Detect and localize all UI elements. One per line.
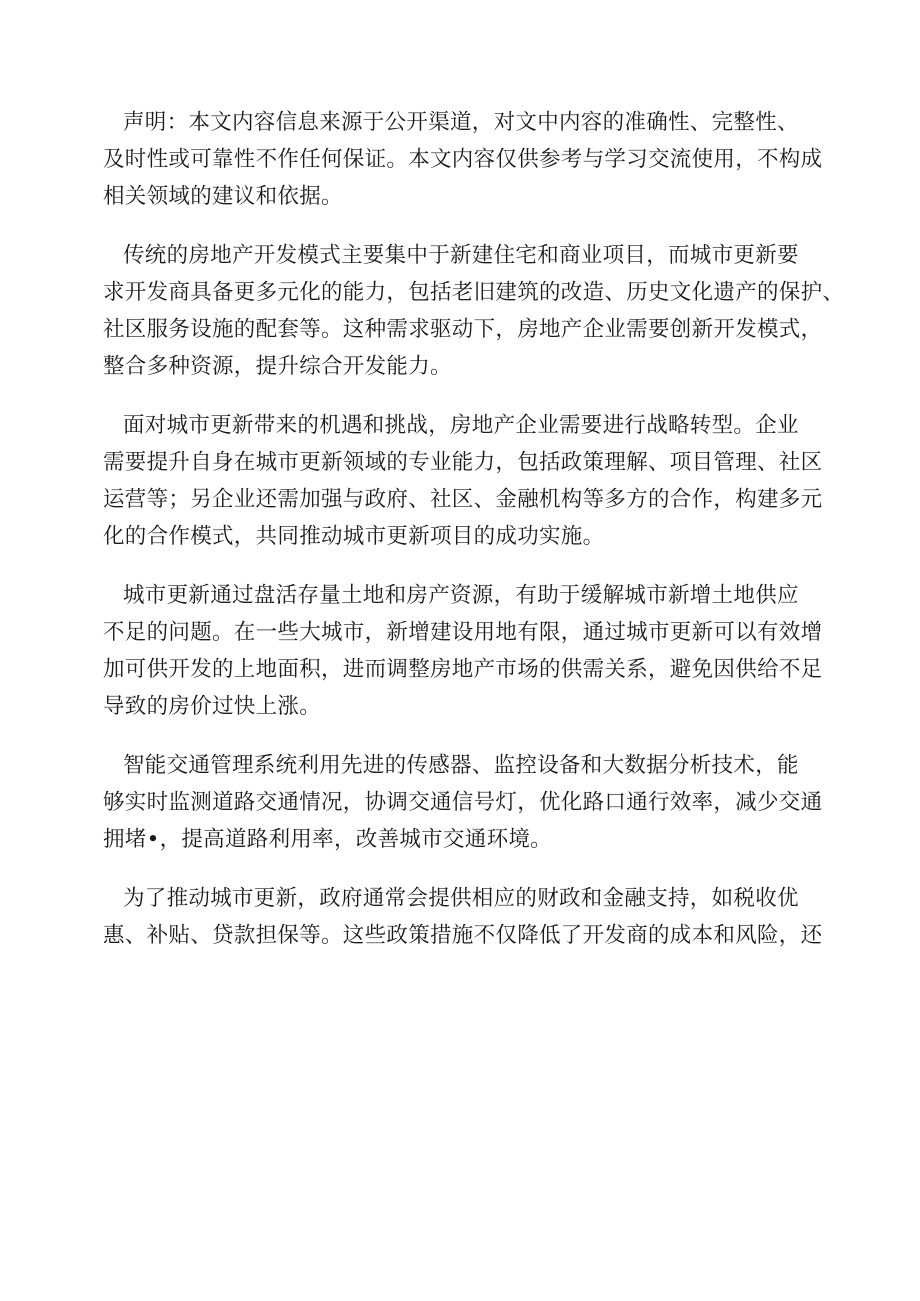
paragraph-line: 整合多种资源，提升综合开发能力。: [103, 354, 452, 379]
paragraph-line: 惠、补贴、贷款担保等。这些政策措施不仅降低了开发商的成本和风险，还: [103, 923, 823, 948]
paragraph-line: 传统的房地产开发模式主要集中于新建住宅和商业项目，而城市更新要: [123, 243, 799, 268]
paragraph-gap: [103, 215, 848, 237]
paragraph-line: 及时性或可靠性不作任何保证。本文内容仅供参考与学习交流使用，不构成: [103, 147, 823, 172]
paragraph-line: 城市更新通过盘活存量土地和房产资源，有助于缓解城市新增土地供应: [123, 583, 799, 608]
paragraph-line: 智能交通管理系统利用先进的传感器、监控设备和大数据分析技术，能: [123, 753, 799, 778]
paragraph-line: 面对城市更新带来的机遇和挑战，房地产企业需要进行战略转型。企业: [123, 413, 799, 438]
paragraph-gap: [103, 555, 848, 577]
paragraph-line: 声明：本文内容信息来源于公开渠道，对文中内容的准确性、完整性、: [123, 110, 799, 135]
paragraph-line: 相关领域的建议和依据。: [103, 184, 343, 209]
paragraph-line: 不足的问题。在一些大城市，新增建设用地有限，通过城市更新可以有效增: [103, 620, 823, 645]
paragraph-gap: [103, 385, 848, 407]
paragraph-line: 够实时监测道路交通情况，协调交通信号灯，优化路口通行效率，减少交通: [103, 790, 823, 815]
body-paragraph: [103, 407, 848, 555]
body-paragraph: [103, 880, 848, 954]
document-body: [103, 104, 848, 954]
paragraph-line: 需要提升自身在城市更新领域的专业能力，包括政策理解、项目管理、社区: [103, 450, 823, 475]
paragraph-line: 化的合作模式，共同推动城市更新项目的成功实施。: [103, 524, 605, 549]
paragraph-line: 导致的房价过快上涨。: [103, 694, 322, 719]
body-paragraph: [103, 237, 848, 385]
paragraph-line: 为了推动城市更新，政府通常会提供相应的财政和金融支持，如税收优: [123, 886, 799, 911]
paragraph-line: 加可供开发的上地面积，进而调整房地产市场的供需关系，避免因供给不足: [103, 657, 823, 682]
paragraph-line: 运营等；另企业还需加强与政府、社区、金融机构等多方的合作，构建多元: [103, 487, 823, 512]
body-paragraph: [103, 747, 848, 858]
disclaimer-paragraph: [103, 104, 848, 215]
paragraph-line: 社区服务设施的配套等。这种需求驱动下，房地产企业需要创新开发模式，: [103, 317, 823, 342]
paragraph-line: 拥堵•，提高道路利用率，改善城市交通环境。: [103, 827, 552, 852]
paragraph-gap: [103, 725, 848, 747]
paragraph-gap: [103, 858, 848, 880]
body-paragraph: [103, 577, 848, 725]
paragraph-line: 求开发商具备更多元化的能力，包括老旧建筑的改造、历史文化遗产的保护、: [103, 280, 845, 305]
